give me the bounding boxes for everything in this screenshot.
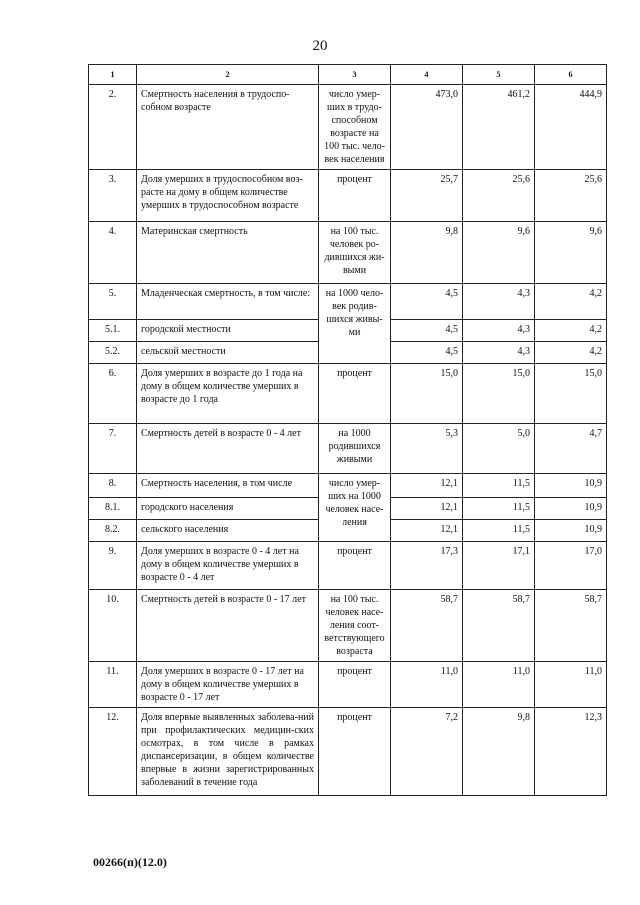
value-cell: 473,0: [391, 85, 463, 170]
value-cell: 461,2: [463, 85, 535, 170]
table-row: [89, 662, 607, 708]
value-cell: 58,7: [391, 590, 463, 662]
unit-cell: на 100 тыс. человек насе-ления соот-ветствующего возраста: [319, 590, 391, 662]
indicator-name: Доля умерших в возрасте до 1 года на дому в общем количестве умерших в возрасте до 1 года: [137, 364, 319, 424]
value-cell: 9,8: [463, 708, 535, 796]
row-number: 2.: [89, 85, 137, 170]
value-cell: 10,9: [535, 520, 607, 542]
row-number: 11.: [89, 662, 137, 708]
indicator-name: Доля впервые выявленных заболева-ний при профилактических медицин-ских осмотрах, в том числе в рамках диспансеризации, в общем количестве впервые в жизни зарегистрированных заболеваний в течение года: [137, 708, 319, 796]
table-row: [89, 708, 607, 796]
table-row: [89, 424, 607, 474]
unit-cell: процент: [319, 542, 391, 590]
table-row: [89, 364, 607, 424]
unit-cell: процент: [319, 708, 391, 796]
value-cell: 444,9: [535, 85, 607, 170]
column-header: 2: [137, 65, 319, 85]
indicator-name: Доля умерших в трудоспособном воз-расте на дому в общем количестве умерших в трудоспособном возрасте: [137, 170, 319, 222]
value-cell: 9,8: [391, 222, 463, 284]
row-number: 10.: [89, 590, 137, 662]
table-row: [89, 284, 607, 320]
value-cell: 11,5: [463, 520, 535, 542]
column-header: 3: [319, 65, 391, 85]
value-cell: 17,3: [391, 542, 463, 590]
value-cell: 10,9: [535, 498, 607, 520]
column-header: 4: [391, 65, 463, 85]
unit-cell: число умер-ших на 1000 человек насе-ления: [319, 474, 391, 542]
value-cell: 12,1: [391, 474, 463, 498]
indicator-name: сельского населения: [137, 520, 319, 542]
table-row: [89, 85, 607, 170]
indicator-name: Смертность населения, в том числе: [137, 474, 319, 498]
table-row: [89, 542, 607, 590]
page-number: 20: [312, 38, 328, 54]
row-number: 3.: [89, 170, 137, 222]
unit-cell: процент: [319, 364, 391, 424]
value-cell: 4,5: [391, 284, 463, 320]
value-cell: 4,2: [535, 284, 607, 320]
value-cell: 5,0: [463, 424, 535, 474]
indicators-table: [88, 64, 607, 796]
indicator-name: Доля умерших в возрасте 0 - 4 лет на дому в общем количестве умерших в возрасте 0 - 4 лет: [137, 542, 319, 590]
value-cell: 4,3: [463, 284, 535, 320]
row-number: 5.: [89, 284, 137, 320]
value-cell: 9,6: [463, 222, 535, 284]
value-cell: 15,0: [391, 364, 463, 424]
row-number: 8.2.: [89, 520, 137, 542]
unit-cell: процент: [319, 170, 391, 222]
value-cell: 15,0: [535, 364, 607, 424]
row-number: 7.: [89, 424, 137, 474]
value-cell: 11,0: [463, 662, 535, 708]
row-number: 8.: [89, 474, 137, 498]
value-cell: 25,6: [535, 170, 607, 222]
table-row: [89, 474, 607, 498]
indicator-name: Смертность населения в трудоспо-собном возрасте: [137, 85, 319, 170]
indicator-name: городской местности: [137, 320, 319, 342]
indicator-name: Смертность детей в возрасте 0 - 17 лет: [137, 590, 319, 662]
value-cell: 10,9: [535, 474, 607, 498]
indicator-name: Младенческая смертность, в том числе:: [137, 284, 319, 320]
column-header: 1: [89, 65, 137, 85]
header-row: [89, 65, 607, 85]
value-cell: 11,0: [535, 662, 607, 708]
table-row: [89, 222, 607, 284]
row-number: 5.2.: [89, 342, 137, 364]
unit-cell: на 100 тыс. человек ро-дившихся жи-выми: [319, 222, 391, 284]
value-cell: 4,3: [463, 320, 535, 342]
value-cell: 58,7: [463, 590, 535, 662]
row-number: 6.: [89, 364, 137, 424]
value-cell: 17,0: [535, 542, 607, 590]
row-number: 4.: [89, 222, 137, 284]
value-cell: 4,2: [535, 320, 607, 342]
value-cell: 4,2: [535, 342, 607, 364]
value-cell: 11,5: [463, 474, 535, 498]
indicator-name: городского населения: [137, 498, 319, 520]
unit-cell: на 1000 родившихся живыми: [319, 424, 391, 474]
table-row: [89, 590, 607, 662]
value-cell: 12,1: [391, 520, 463, 542]
column-header: 5: [463, 65, 535, 85]
row-number: 5.1.: [89, 320, 137, 342]
value-cell: 11,5: [463, 498, 535, 520]
value-cell: 4,3: [463, 342, 535, 364]
table-row: [89, 170, 607, 222]
value-cell: 7,2: [391, 708, 463, 796]
value-cell: 58,7: [535, 590, 607, 662]
unit-cell: процент: [319, 662, 391, 708]
unit-cell: на 1000 чело-век родив-шихся живы-ми: [319, 284, 391, 364]
document-code: 00266(п)(12.0): [93, 855, 167, 869]
value-cell: 4,5: [391, 342, 463, 364]
value-cell: 25,7: [391, 170, 463, 222]
value-cell: 5,3: [391, 424, 463, 474]
value-cell: 4,5: [391, 320, 463, 342]
indicator-name: Доля умерших в возрасте 0 - 17 лет на дому в общем количестве умерших в возрасте 0 - 17 лет: [137, 662, 319, 708]
column-header: 6: [535, 65, 607, 85]
row-number: 8.1.: [89, 498, 137, 520]
unit-cell: число умер-ших в трудо-способном возрасте на 100 тыс. чело-век населения: [319, 85, 391, 170]
value-cell: 25,6: [463, 170, 535, 222]
indicator-name: Смертность детей в возрасте 0 - 4 лет: [137, 424, 319, 474]
value-cell: 11,0: [391, 662, 463, 708]
value-cell: 17,1: [463, 542, 535, 590]
value-cell: 9,6: [535, 222, 607, 284]
indicator-name: сельской местности: [137, 342, 319, 364]
value-cell: 12,1: [391, 498, 463, 520]
value-cell: 12,3: [535, 708, 607, 796]
indicator-name: Материнская смертность: [137, 222, 319, 284]
value-cell: 4,7: [535, 424, 607, 474]
value-cell: 15,0: [463, 364, 535, 424]
row-number: 9.: [89, 542, 137, 590]
row-number: 12.: [89, 708, 137, 796]
